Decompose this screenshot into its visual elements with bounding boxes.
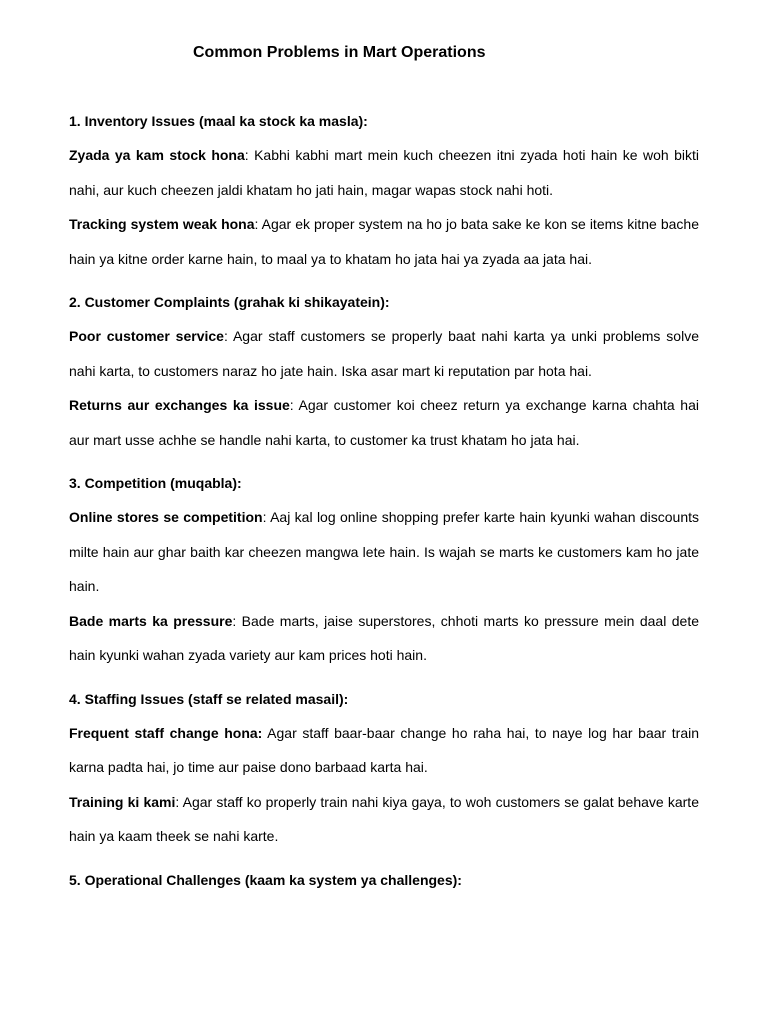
paragraph-text: : Agar ek proper system na ho jo bata sake ke kon se items kitne bache hain ya kitne order karne hain, to maal ya to khatam ho jata hai ya zyada aa jata hai. (69, 216, 699, 267)
section-staffing-issues (69, 690, 699, 854)
section-heading: 5. Operational Challenges (kaam ka system ya challenges): (69, 871, 462, 888)
paragraph (69, 138, 699, 207)
paragraph-term: Poor customer service (69, 328, 224, 344)
paragraph (69, 785, 699, 854)
paragraph-term: Zyada ya kam stock hona (69, 147, 245, 163)
document-title: Common Problems in Mart Operations (193, 44, 486, 61)
paragraph-text: : Agar staff ko properly train nahi kiya gaya, to woh customers se galat behave karte hain ya kaam theek se nahi karte. (69, 793, 699, 844)
paragraph (69, 319, 699, 388)
paragraph-term: Training ki kami (69, 793, 176, 810)
document-body (69, 112, 699, 905)
paragraph-text: : Aaj kal log online shopping prefer karte hain kyunki wahan discounts milte hain aur ghar baith kar cheezen mangwa lete hain. Is wajah se marts ke customers kam ho jate hain. (69, 509, 700, 594)
section-customer-complaints (69, 293, 699, 457)
paragraph-term: Tracking system weak hona (69, 216, 255, 232)
paragraph-text: Agar staff baar-baar change ho raha hai, to naye log har baar train karna padta hai, jo time aur paise dono barbaad karta hai. (69, 724, 700, 775)
paragraph (69, 388, 699, 457)
section-heading: 3. Competition (muqabla): (69, 475, 242, 491)
section-heading: 2. Customer Complaints (grahak ki shikayatein): (69, 294, 390, 310)
paragraph-text: : Agar customer koi cheez return ya exchange karna chahta hai aur mart usse achhe se handle nahi karta, to customer ka trust khatam ho jata hai. (69, 397, 699, 448)
section-operational-challenges (69, 871, 699, 889)
paragraph-text: : Kabhi kabhi mart mein kuch cheezen itni zyada hoti hain ke woh bikti nahi, aur kuch cheezen jaldi khatam ho jati hain, magar wapas stock nahi hoti. (69, 147, 699, 198)
paragraph (69, 207, 699, 276)
paragraph (69, 604, 699, 673)
section-inventory-issues (69, 112, 699, 276)
paragraph (69, 716, 699, 785)
paragraph-text: : Bade marts, jaise superstores, chhoti marts ko pressure mein daal dete hain kyunki wahan zyada variety aur kam prices hoti hain. (69, 612, 699, 663)
paragraph-term: Online stores se competition (69, 509, 263, 525)
section-heading: 1. Inventory Issues (maal ka stock ka masla): (69, 113, 368, 129)
section-heading: 4. Staffing Issues (staff se related masail): (69, 690, 349, 707)
section-competition (69, 474, 699, 673)
paragraph (69, 500, 699, 604)
paragraph-term: Bade marts ka pressure (69, 612, 233, 629)
paragraph-term: Frequent staff change hona: (69, 724, 263, 741)
paragraph-text: : Agar staff customers se properly baat nahi karta ya unki problems solve nahi karta, to customers naraz ho jate hain. Iska asar mart ki reputation par hota hai. (69, 328, 699, 379)
paragraph-term: Returns aur exchanges ka issue (69, 397, 290, 413)
